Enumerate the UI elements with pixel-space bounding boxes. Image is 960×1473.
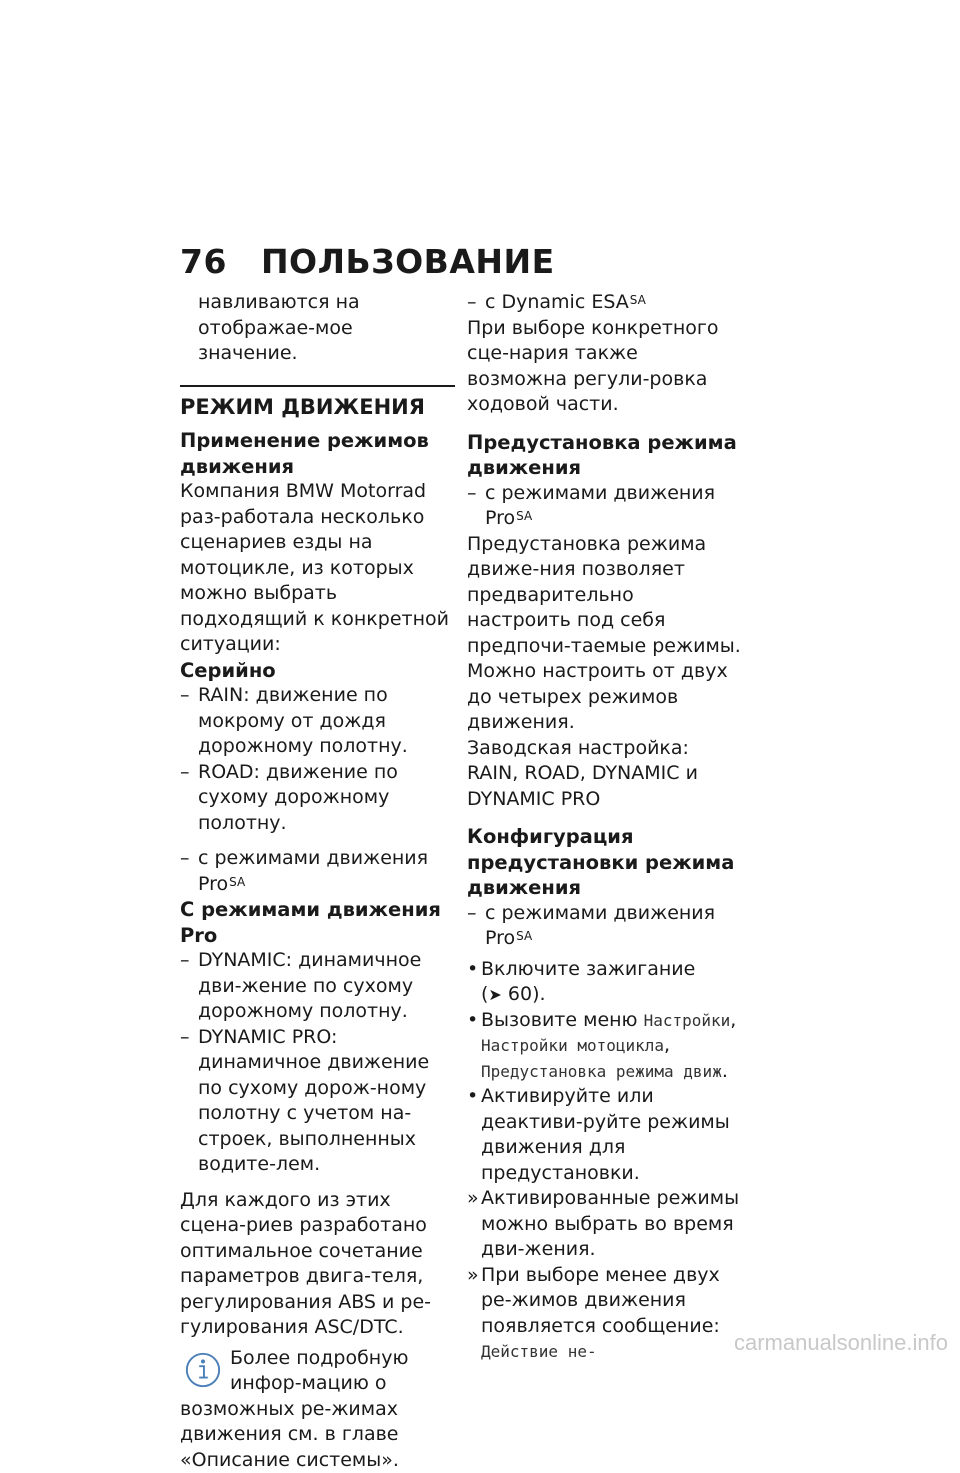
config-title: Конфигурация предустановки режима движения <box>467 824 742 901</box>
pro-title: С режимами движения Pro <box>180 897 455 948</box>
option-note: – с Dynamic $ESA^{SA}$ <box>467 290 742 316</box>
menu-path: Настройки <box>644 1011 731 1030</box>
menu-path: Предустановка режима движ <box>481 1062 722 1081</box>
step-item: • Вызовите меню Настройки, Настройки мотоцикла, Предустановка режима движ. <box>467 1008 742 1085</box>
page-header <box>180 242 555 281</box>
option-note: – с режимами движения Pro$^{SA}$ <box>467 481 742 532</box>
list-item: – RAIN: движение по мокрому от дождя дорожному полотну. <box>180 683 455 760</box>
step-item: • Включите зажигание (➤ 60). <box>467 957 742 1008</box>
left-column <box>180 290 455 1473</box>
intro-paragraph: Компания BMW Motorrad раз-работала несколько сценариев езды на мотоцикле, из которых можно выбрать подходящий к конкретной ситуации: <box>180 479 455 658</box>
info-text: Более подробную инфор-мацию о возможных ре-жимах движения см. в главе «Описание системы». <box>180 1346 455 1473</box>
factory-value: RAIN, ROAD, DYNAMIC и DYNAMIC PRO <box>467 761 742 812</box>
body-paragraph: Для каждого из этих сцена-риев разработано оптимальное сочетание параметров двига-теля, регулирования ABS и ре-гулирования ASC/DTC. <box>180 1188 455 1341</box>
option-note: – с режимами движения Pro$^{SA}$ <box>467 901 742 952</box>
body-paragraph: Предустановка режима движе-ния позволяет предварительно настроить под себя предпочи-таемые режимы. <box>467 532 742 660</box>
message-text: Действие не- <box>481 1342 597 1361</box>
menu-path: Настройки мотоцикла <box>481 1036 664 1055</box>
sa-marker: SA <box>229 875 245 889</box>
step-item: • Активируйте или деактиви-руйте режимы движения для предустановки. <box>467 1084 742 1186</box>
serial-title: Серийно <box>180 658 455 684</box>
result-item: » При выборе менее двух ре-жимов движения появляется сообщение: Действие не- <box>467 1263 742 1365</box>
option-note: – с режимами движения Pro$^{SA}$ <box>180 846 455 897</box>
list-item: – DYNAMIC PRO: динамичное движение по сухому дорож-ному полотну с учетом на-строек, выполненных водите-лем. <box>180 1025 455 1178</box>
result-item: » Активированные режимы можно выбрать во время дви-жения. <box>467 1186 742 1263</box>
section-title: РЕЖИМ ДВИЖЕНИЯ <box>180 385 455 421</box>
preset-title: Предустановка режима движения <box>467 430 742 481</box>
info-icon <box>184 1350 222 1390</box>
info-note <box>180 1346 455 1473</box>
subsection-title: Применение режимов движения <box>180 428 455 479</box>
list-item: – DYNAMIC: динамичное дви-жение по сухому дорожному полотну. <box>180 948 455 1025</box>
body-paragraph: При выборе конкретного сце-нария также возможна регули-ровка ходовой части. <box>467 316 742 418</box>
continuation-text: навливаются на отображае-мое значение. <box>180 290 455 367</box>
factory-label: Заводская настройка: <box>467 736 742 762</box>
body-paragraph: Можно настроить от двух до четырех режимов движения. <box>467 659 742 736</box>
watermark: carmanualsonline.info <box>734 1330 948 1356</box>
reference-arrow-icon: ➤ <box>488 985 501 1004</box>
page-number: 76 <box>180 242 227 281</box>
right-column <box>467 290 742 1365</box>
list-item: – ROAD: движение по сухому дорожному полотну. <box>180 760 455 837</box>
page-title: ПОЛЬЗОВАНИЕ <box>261 242 555 281</box>
